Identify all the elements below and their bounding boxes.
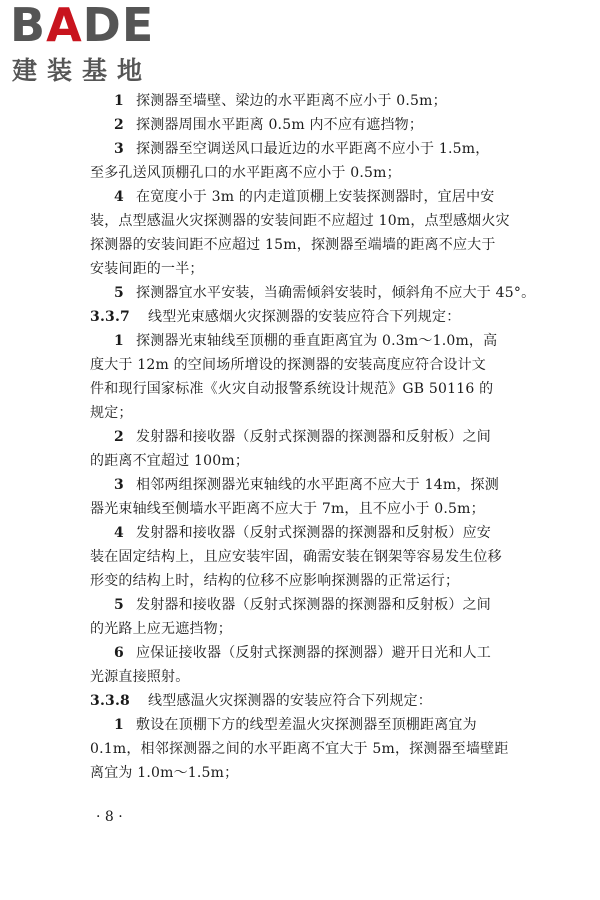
line-text: 发射器和接收器（反射式探测器的探测器和反射板）之间 bbox=[136, 429, 491, 445]
line-text: 发射器和接收器（反射式探测器的探测器和反射板）应安 bbox=[136, 525, 491, 541]
line-text: 探测器至墙壁、梁边的水平距离不应小于 0.5m； bbox=[136, 93, 447, 109]
line-text: 发射器和接收器（反射式探测器的探测器和反射板）之间 bbox=[136, 597, 491, 613]
document-body bbox=[90, 89, 536, 785]
line-text: 敷设在顶棚下方的线型差温火灾探测器至顶棚距离宜为 bbox=[136, 717, 477, 733]
line-text: 装，点型感温火灾探测器的安装间距不应超过 10m，点型感烟火灾 bbox=[90, 213, 510, 229]
list-item-start bbox=[90, 281, 536, 305]
item-number: 5 bbox=[114, 597, 124, 613]
line-text: 至多孔送风顶棚孔口的水平距离不应小于 0.5m； bbox=[90, 165, 401, 181]
line-text: 器光束轴线至侧墙水平距离不应大于 7m，且不应小于 0.5m； bbox=[90, 501, 485, 517]
text-line bbox=[90, 233, 516, 257]
text-line bbox=[90, 161, 516, 185]
page-number: · 8 · bbox=[96, 809, 123, 825]
section-heading bbox=[90, 305, 516, 329]
line-text: 探测器至空调送风口最近边的水平距离不应小于 1.5m， bbox=[136, 141, 490, 157]
line-text: 的距离不宜超过 100m； bbox=[90, 453, 250, 469]
item-number: 2 bbox=[114, 117, 124, 133]
item-number: 4 bbox=[114, 525, 124, 541]
list-item-start bbox=[90, 473, 516, 497]
line-text: 在宽度小于 3m 的内走道顶棚上安装探测器时，宜居中安 bbox=[136, 189, 495, 205]
text-line bbox=[90, 401, 516, 425]
list-item-start bbox=[90, 593, 516, 617]
line-text: 光源直接照射。 bbox=[90, 669, 190, 685]
item-number: 1 bbox=[114, 93, 124, 109]
line-text: 装在固定结构上，且应安装牢固，确需安装在钢架等容易发生位移 bbox=[90, 549, 502, 565]
text-line bbox=[90, 449, 516, 473]
line-text: 应保证接收器（反射式探测器的探测器）避开日光和人工 bbox=[136, 645, 491, 661]
line-text: 探测器周围水平距离 0.5m 内不应有遮挡物； bbox=[136, 117, 424, 133]
line-text: 形变的结构上时，结构的位移不应影响探测器的正常运行； bbox=[90, 573, 460, 589]
text-line bbox=[90, 737, 516, 761]
list-item-start bbox=[90, 185, 516, 209]
list-item-start bbox=[90, 713, 516, 737]
section-heading bbox=[90, 689, 516, 713]
line-text: 线型光束感烟火灾探测器的安装应符合下列规定： bbox=[148, 309, 461, 325]
logo-wordmark: BADE bbox=[10, 0, 155, 52]
line-text: 度大于 12m 的空间场所增设的探测器的安装高度应符合设计文 bbox=[90, 357, 486, 373]
line-text: 件和现行国家标准《火灾自动报警系统设计规范》GB 50116 的 bbox=[90, 381, 494, 397]
text-line bbox=[90, 209, 516, 233]
line-text: 探测器的安装间距不应超过 15m，探测器至端墙的距离不应大于 bbox=[90, 237, 496, 253]
list-item-start bbox=[90, 113, 516, 137]
line-text: 0.1m，相邻探测器之间的水平距离不宜大于 5m，探测器至墙壁距 bbox=[90, 741, 509, 757]
text-line bbox=[90, 257, 516, 281]
item-number: 1 bbox=[114, 717, 124, 733]
item-number: 1 bbox=[114, 333, 124, 349]
text-line bbox=[90, 497, 516, 521]
list-item-start bbox=[90, 329, 516, 353]
section-number: 3.3.7 bbox=[90, 309, 130, 325]
line-text: 离宜为 1.0m～1.5m； bbox=[90, 765, 239, 781]
item-number: 4 bbox=[114, 189, 124, 205]
line-text: 线型感温火灾探测器的安装应符合下列规定： bbox=[148, 693, 432, 709]
text-line bbox=[90, 617, 516, 641]
text-line bbox=[90, 377, 516, 401]
list-item-start bbox=[90, 641, 516, 665]
line-text: 规定； bbox=[90, 405, 133, 421]
list-item-start bbox=[90, 89, 516, 113]
line-text: 相邻两组探测器光束轴线的水平距离不应大于 14m，探测 bbox=[136, 477, 499, 493]
line-text: 的光路上应无遮挡物； bbox=[90, 621, 232, 637]
item-number: 3 bbox=[114, 477, 124, 493]
text-line bbox=[90, 761, 516, 785]
item-number: 6 bbox=[114, 645, 124, 661]
item-number: 5 bbox=[114, 285, 124, 301]
text-line bbox=[90, 665, 516, 689]
logo bbox=[10, 2, 175, 88]
line-text: 探测器宜水平安装，当确需倾斜安装时，倾斜角不应大于 45°。 bbox=[136, 285, 536, 301]
list-item-start bbox=[90, 425, 516, 449]
list-item-start bbox=[90, 137, 516, 161]
item-number: 3 bbox=[114, 141, 124, 157]
list-item-start bbox=[90, 521, 516, 545]
section-number: 3.3.8 bbox=[90, 693, 130, 709]
logo-subtitle: 建装基地 bbox=[12, 56, 153, 85]
item-number: 2 bbox=[114, 429, 124, 445]
text-line bbox=[90, 353, 516, 377]
text-line bbox=[90, 569, 516, 593]
line-text: 安装间距的一半； bbox=[90, 261, 204, 277]
line-text: 探测器光束轴线至顶棚的垂直距离宜为 0.3m～1.0m，高 bbox=[136, 333, 498, 349]
text-line bbox=[90, 545, 516, 569]
